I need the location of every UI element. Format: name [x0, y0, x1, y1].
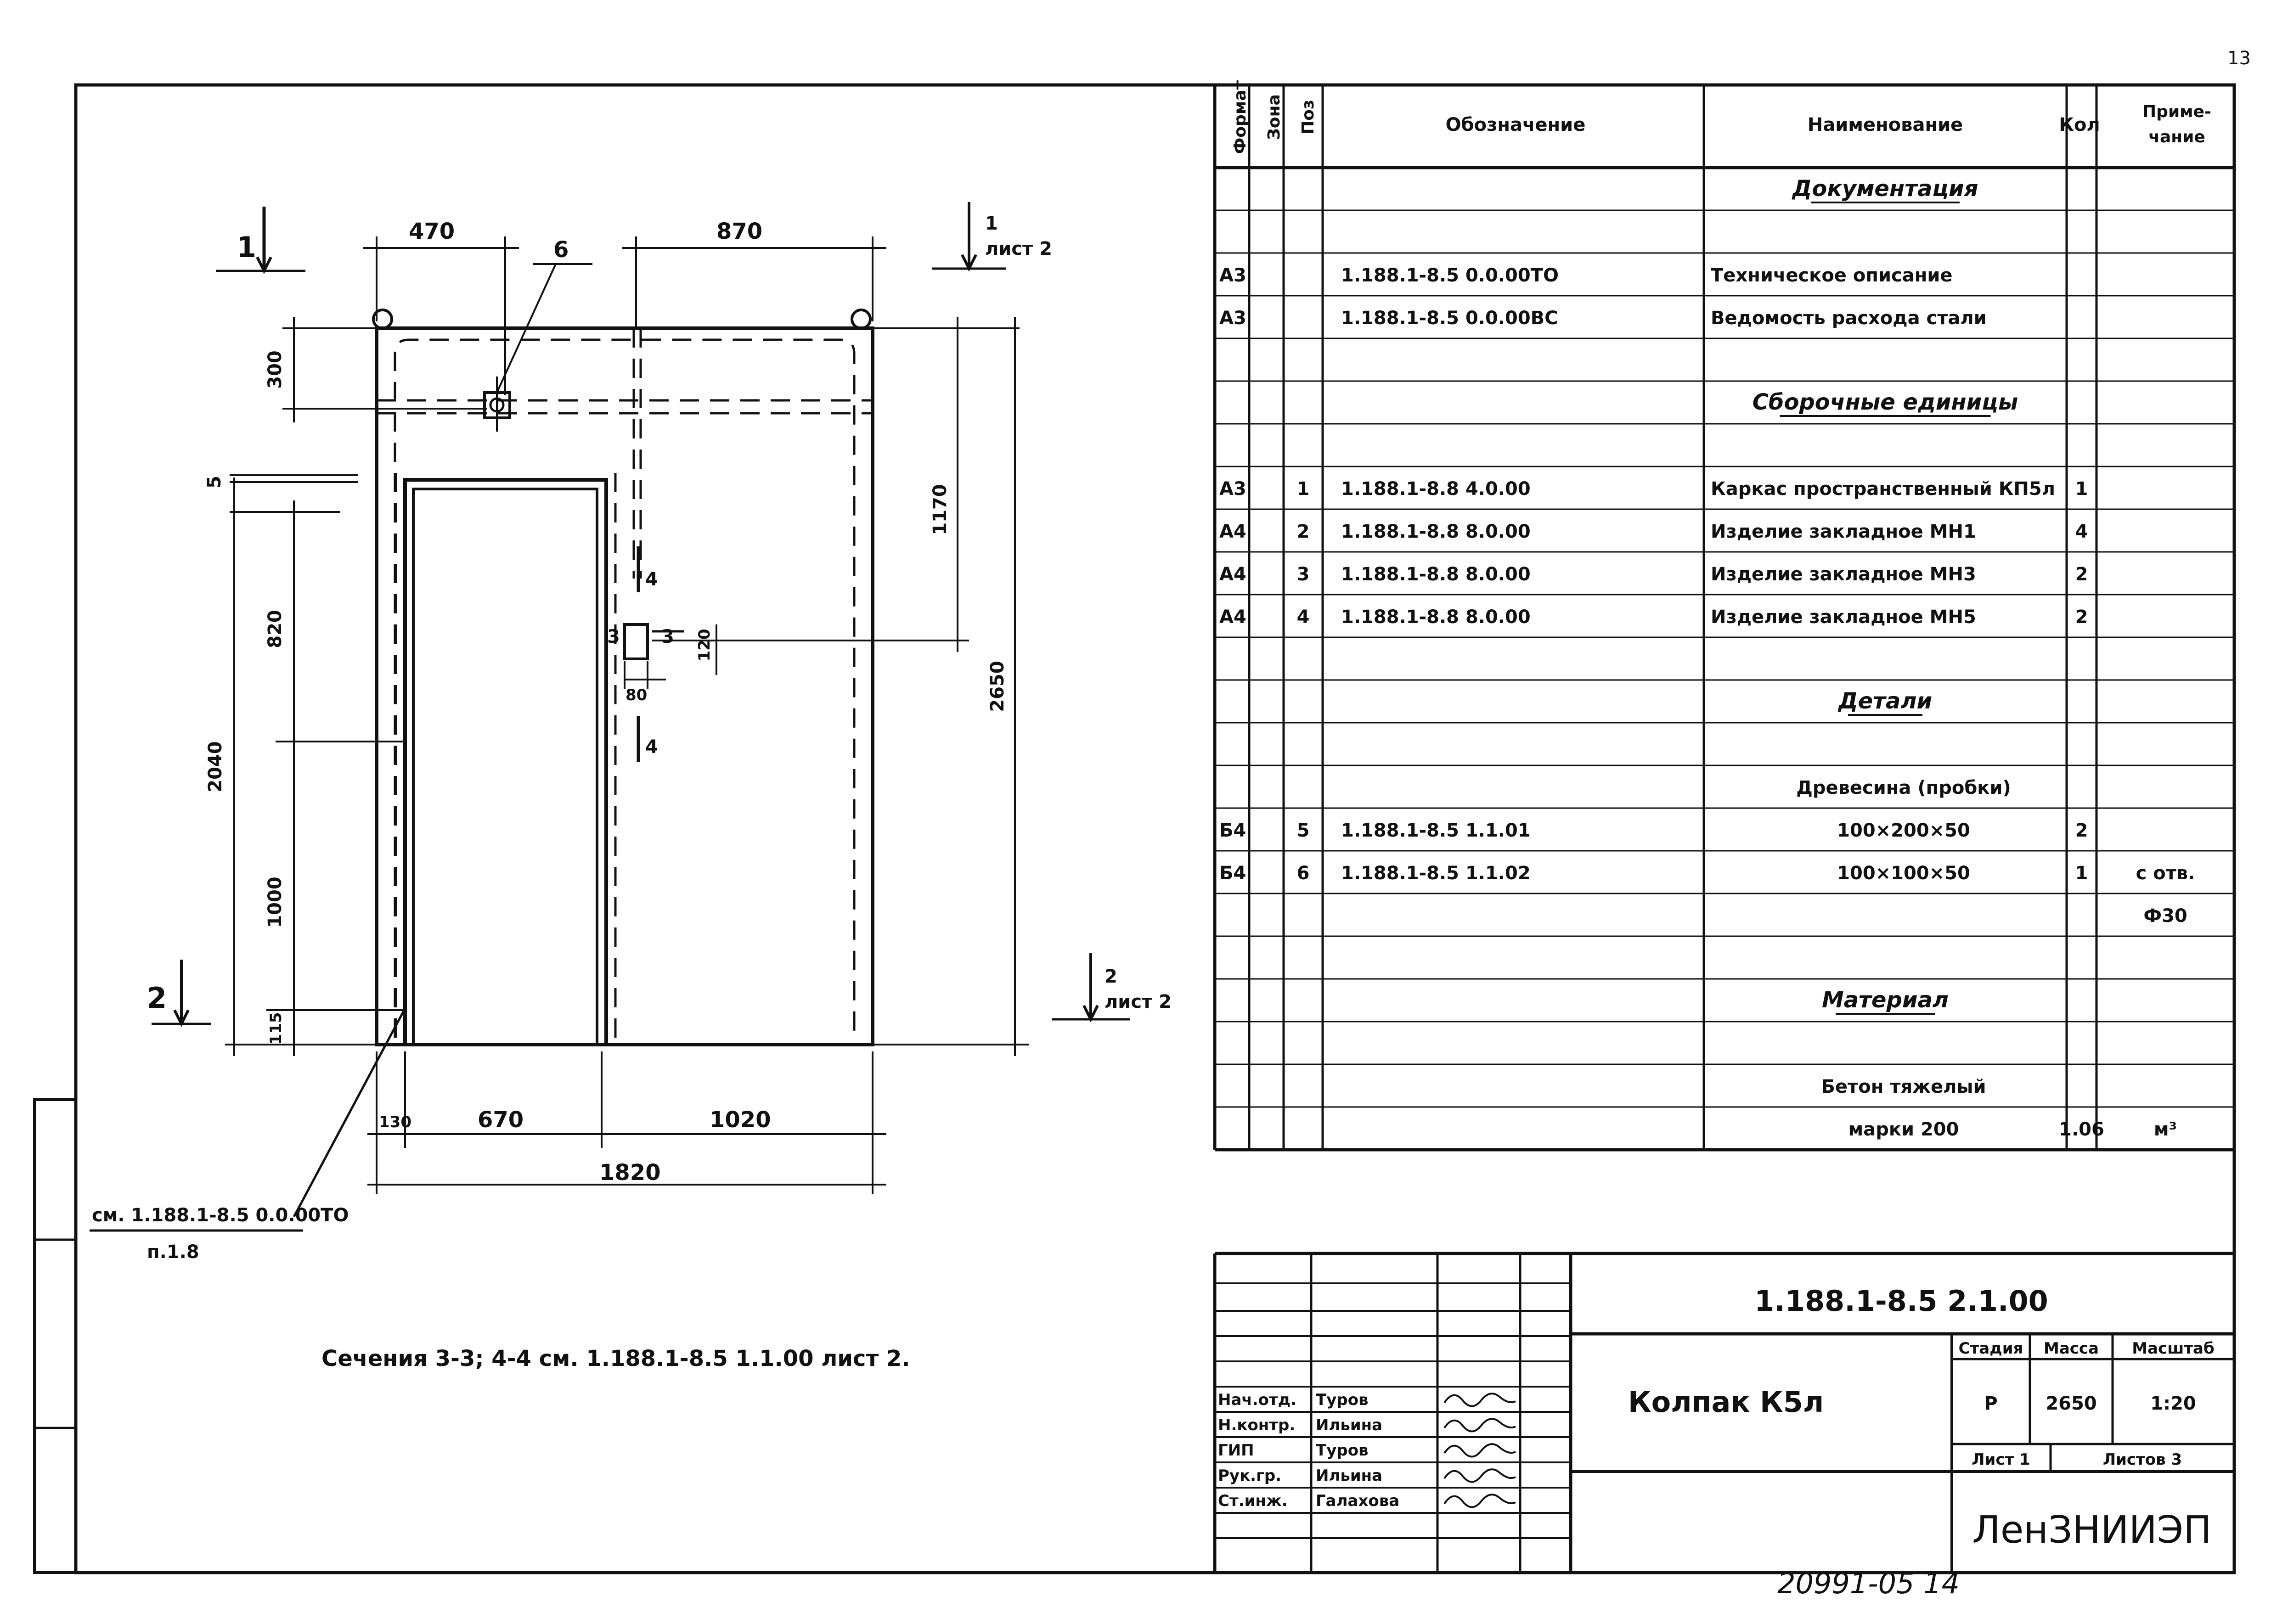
- section-heading: Сборочные единицы: [1752, 389, 2018, 415]
- header-pos: Поз: [1299, 100, 1318, 135]
- signature-role: Ст.инж.: [1218, 1492, 1288, 1510]
- row-quantity: 1: [2075, 863, 2088, 884]
- row-name: Техническое описание: [1711, 265, 1953, 286]
- header-note-1: Приме-: [2142, 102, 2211, 121]
- panel-elevation: [90, 202, 1172, 1371]
- scale-value: 1:20: [2150, 1393, 2196, 1414]
- page-number: 13: [2227, 48, 2251, 69]
- dim-1020: 1020: [710, 1107, 771, 1133]
- stage-label: Стадия: [1958, 1339, 2023, 1358]
- dim-1170: 1170: [930, 484, 951, 535]
- row-name: марки 200: [1848, 1119, 1959, 1140]
- section-3-left: 3: [607, 626, 620, 647]
- signature-scribble: [1444, 1419, 1516, 1431]
- row-position: 6: [1296, 863, 1310, 884]
- row-quantity: 2: [2075, 820, 2088, 841]
- product-title: Колпак К5л: [1628, 1385, 1824, 1419]
- row-name: Ведомость расхода стали: [1711, 308, 1987, 329]
- row-designation: 1.188.1-8.5 1.1.01: [1341, 820, 1531, 841]
- row-designation: 1.188.1-8.8 8.0.00: [1341, 521, 1531, 542]
- dim-470: 470: [409, 219, 455, 244]
- row-quantity: 2: [2075, 607, 2088, 628]
- dim-820: 820: [265, 610, 286, 648]
- signature-name: Туров: [1316, 1441, 1369, 1460]
- section-4-top: 4: [645, 569, 658, 590]
- header-designation: Обозначение: [1445, 114, 1586, 135]
- row-position: 4: [1296, 607, 1310, 628]
- row-name: Бетон тяжелый: [1821, 1076, 1986, 1097]
- row-designation: 1.188.1-8.8 4.0.00: [1341, 478, 1531, 500]
- row-name: Изделие закладное МН3: [1711, 564, 1976, 585]
- row-format: А3: [1219, 265, 1246, 286]
- cut-2-left: 2: [147, 981, 167, 1015]
- mass-value: 2650: [2046, 1393, 2097, 1414]
- row-format: Б4: [1219, 820, 1246, 841]
- section-heading: Материал: [1821, 987, 1949, 1013]
- signature-scribble: [1444, 1469, 1516, 1482]
- section-heading: Детали: [1838, 688, 1933, 714]
- header-zone: Зона: [1265, 94, 1284, 140]
- row-position: 5: [1296, 820, 1310, 841]
- row-designation: 1.188.1-8.8 8.0.00: [1341, 564, 1531, 585]
- dim-1820: 1820: [599, 1160, 661, 1186]
- reference-clause: п.1.8: [147, 1242, 199, 1263]
- document-code: 1.188.1-8.5 2.1.00: [1754, 1284, 2048, 1318]
- row-quantity: 1: [2075, 478, 2088, 500]
- signature-role: Нач.отд.: [1218, 1391, 1297, 1409]
- row-name: Изделие закладное МН5: [1711, 607, 1976, 628]
- section-heading: Документация: [1792, 176, 1978, 202]
- cut-2-right: 2: [1105, 966, 1117, 987]
- row-format: А3: [1219, 308, 1246, 329]
- sections-note: Сечения 3-3; 4-4 см. 1.188.1-8.5 1.1.00 лист 2.: [321, 1346, 910, 1371]
- dim-5: 5: [204, 476, 225, 489]
- signature-name: Галахова: [1316, 1492, 1400, 1510]
- door-opening-inner: [413, 489, 597, 1045]
- row-name: 100×100×50: [1837, 863, 1970, 884]
- row-note: Ф30: [2143, 905, 2187, 927]
- row-quantity: 2: [2075, 564, 2088, 585]
- row-position: 2: [1296, 521, 1310, 542]
- dim-130: 130: [379, 1113, 411, 1131]
- signature-rows: [1218, 1391, 1516, 1510]
- row-format: А4: [1219, 564, 1246, 585]
- dim-2650: 2650: [987, 661, 1008, 712]
- row-note: с отв.: [2136, 863, 2195, 884]
- signature-scribble: [1444, 1444, 1516, 1456]
- archive-number: 20991-05 14: [1777, 1567, 1960, 1600]
- header-format: Формат: [1231, 80, 1250, 154]
- signature-name: Ильина: [1316, 1467, 1383, 1485]
- title-block: [1215, 1253, 2234, 1573]
- cut-1-left: 1: [237, 230, 257, 264]
- cut-1-sheet: лист 2: [985, 238, 1052, 259]
- signature-role: Рук.гр.: [1218, 1467, 1282, 1485]
- sheet-number: Лист 1: [1972, 1450, 2030, 1469]
- header-note-2: чание: [2148, 128, 2205, 146]
- cut-2-sheet: лист 2: [1105, 991, 1172, 1012]
- dim-115: 115: [267, 1012, 285, 1045]
- row-position: 3: [1296, 564, 1310, 585]
- row-designation: 1.188.1-8.5 1.1.02: [1341, 863, 1531, 884]
- specification-table: [1215, 80, 2234, 1150]
- lifting-loop-right: [852, 310, 870, 328]
- dim-870: 870: [716, 219, 763, 244]
- header-name: Наименование: [1807, 114, 1963, 135]
- row-format: А3: [1219, 478, 1246, 500]
- row-name: Древесина (пробки): [1796, 777, 2011, 798]
- row-format: Б4: [1219, 863, 1246, 884]
- row-designation: 1.188.1-8.5 0.0.00ТО: [1341, 265, 1559, 286]
- signature-scribble: [1444, 1495, 1516, 1507]
- row-format: А4: [1219, 521, 1246, 542]
- dim-1000: 1000: [265, 877, 286, 928]
- header-qty: Кол: [2059, 114, 2100, 135]
- dim-670: 670: [478, 1107, 524, 1133]
- signature-role: Н.контр.: [1218, 1416, 1296, 1434]
- row-designation: 1.188.1-8.5 0.0.00ВС: [1341, 308, 1558, 329]
- dim-120: 120: [695, 629, 714, 662]
- row-name: Каркас пространственный КП5л: [1711, 478, 2056, 500]
- row-designation: 1.188.1-8.8 8.0.00: [1341, 607, 1531, 628]
- row-format: А4: [1219, 607, 1246, 628]
- row-note: м³: [2153, 1119, 2177, 1140]
- dim-80: 80: [626, 686, 648, 704]
- stage-value: Р: [1984, 1393, 1998, 1414]
- row-quantity: 1.06: [2059, 1119, 2104, 1140]
- signature-role: ГИП: [1218, 1441, 1254, 1460]
- section-3-right: 3: [661, 626, 674, 647]
- row-quantity: 4: [2075, 521, 2088, 542]
- scale-label: Масштаб: [2132, 1339, 2215, 1358]
- door-opening-outer: [405, 480, 606, 1045]
- section-4-bottom: 4: [645, 736, 658, 758]
- row-position: 1: [1296, 478, 1310, 500]
- row-name: Изделие закладное МН1: [1711, 521, 1976, 542]
- dim-2040: 2040: [205, 741, 226, 792]
- embedded-plate-3: [625, 624, 648, 659]
- signature-scribble: [1444, 1394, 1516, 1406]
- row-name: 100×200×50: [1837, 820, 1970, 841]
- sheets-total: Листов 3: [2102, 1450, 2182, 1469]
- reference-text: см. 1.188.1-8.5 0.0.00ТО: [92, 1205, 349, 1226]
- signature-name: Туров: [1316, 1391, 1369, 1409]
- organization-name: ЛенЗНИИЭП: [1972, 1508, 2212, 1552]
- dim-300: 300: [265, 350, 286, 389]
- callout-6: 6: [553, 237, 569, 263]
- signature-name: Ильина: [1316, 1416, 1383, 1434]
- mass-label: Масса: [2043, 1339, 2099, 1358]
- cut-1-right: 1: [985, 213, 998, 234]
